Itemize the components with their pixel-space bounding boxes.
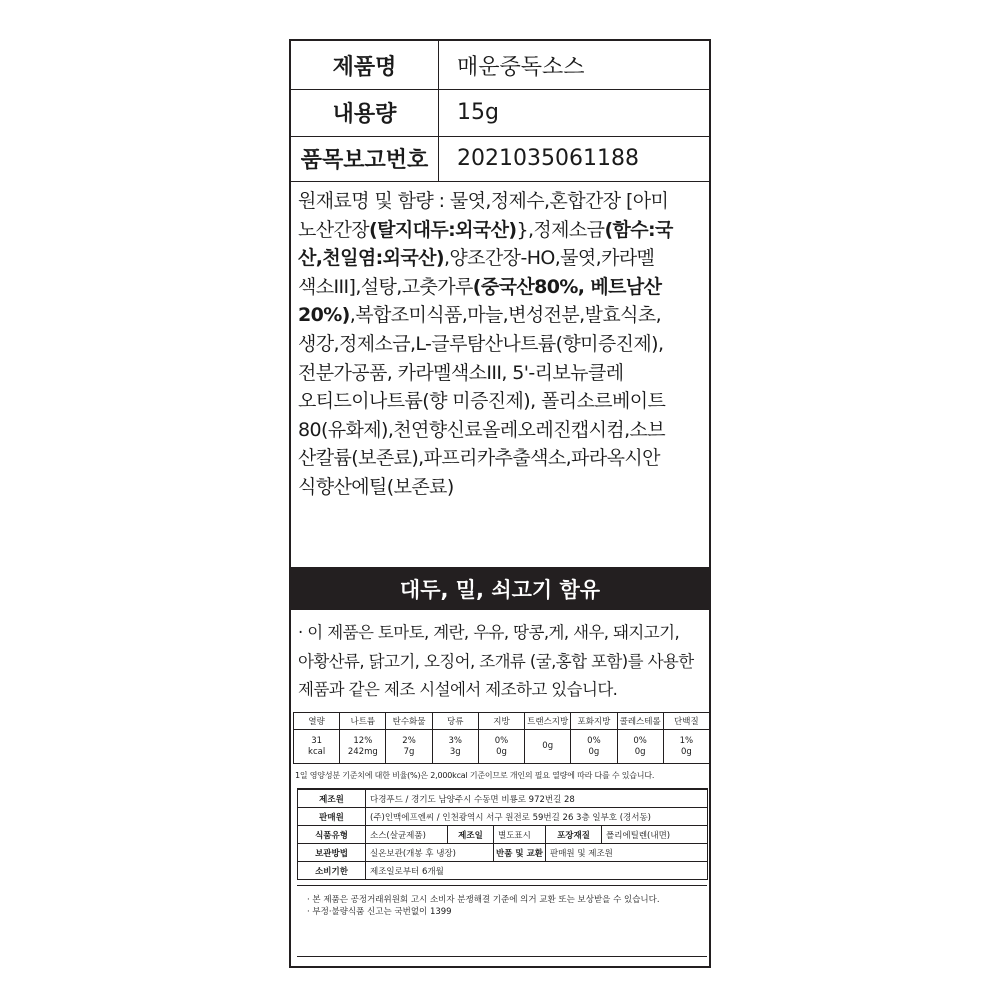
nutrition-cell-carbs: 2% 7g [386,730,432,764]
return-label: 반품 및 교환 [494,844,546,862]
expiry-value: 제조일로부터 6개월 [366,862,708,880]
nutrition-header: 당류 [432,713,478,730]
nutrition-cell-sodium: 12% 242mg [340,730,386,764]
seller-value: (주)인맥에프엔씨 / 인천광역시 서구 원전로 59번길 26 3층 일부호 (경서동) [366,808,708,826]
mfg-date-label: 제조일 [448,826,494,844]
ingredient-line [298,330,703,359]
allergen-text: 대두, 밀, 쇠고기 함유 [399,577,601,602]
ingredient-text: ,복합조미식품,마늘,변성전분,발효식초, [349,304,662,327]
nutrition-header: 나트륨 [340,713,386,730]
expiry-label: 소비기한 [298,862,366,880]
maker-label: 제조원 [298,789,366,808]
ingredient-text: 오티드이나트륨(향 미증진제), 폴리소르베이트 [298,390,666,413]
ingredient-line [298,244,703,273]
report-number-value: 2021035061188 [457,146,639,171]
nutrition-header: 콜레스테롤 [617,713,663,730]
nutrition-cell-saturated-fat: 0% 0g [571,730,617,764]
consumer-notice-line: · 부정·불량식품 신고는 국번없이 1399 [307,907,452,917]
notice-line: 아황산류, 닭고기, 오징어, 조개류 (굴,홍합 포함)를 사용한 [298,651,694,671]
product-name-label: 제품명 [291,41,439,89]
volume-label: 내용량 [291,89,439,136]
ingredient-origin-bold: 20%) [298,304,350,327]
nutrition-header: 지방 [478,713,524,730]
ingredient-origin-bold: 산,천일염:외국산) [298,247,444,270]
nutrition-cell-cholesterol: 0% 0g [617,730,663,764]
return-value: 판매원 및 제조원 [546,844,708,862]
storage-label: 보관방법 [298,844,366,862]
report-number-label: 품목보고번호 [291,136,439,181]
seller-label: 판매원 [298,808,366,826]
cross-contamination-notice [298,619,705,705]
nutrition-header: 트랜스지방 [525,713,571,730]
ingredient-line [298,216,703,245]
ingredients-list [298,187,703,502]
packaging-value: 폴리에틸렌(내면) [602,826,708,844]
ingredient-text: 산칼륨(보존료),파프리카추출색소,파라옥시안 [298,447,660,470]
info-row-report-number [291,136,709,182]
nutrition-note: 1일 영양성분 기준치에 대한 비율(%)은 2,000kcal 기준이므로 개인의 필요 열량에 따라 다를 수 있습니다. [295,771,655,780]
ingredient-origin-bold: (중국산80%, 베트남산 [472,275,662,298]
info-row-product-name [291,41,709,90]
info-row-volume [291,89,709,137]
ingredient-line [298,187,703,216]
ingredient-text: 생강,정제소금,L-글루탐산나트륨(향미증진제), [298,332,664,355]
nutrition-header: 탄수화물 [386,713,432,730]
ingredient-line [298,387,703,416]
product-label [289,39,711,968]
notice-line: · 이 제품은 토마토, 계란, 우유, 땅콩,게, 새우, 돼지고기, [298,623,680,642]
storage-value: 실온보관(개봉 후 냉장) [366,844,494,862]
mfg-date-value: 별도표시 [494,826,546,844]
nutrition-cell-protein: 1% 0g [663,730,709,764]
ingredient-text: },정제소금 [516,218,605,241]
food-type-value: 소스(살균제품) [366,826,448,844]
ingredient-text: 80(유화제),천연향신료올레오레진캡시컴,소브 [298,418,666,441]
ingredient-line [298,444,703,473]
allergen-banner [291,567,709,610]
nutrition-header: 열량 [294,713,340,730]
ingredient-line [298,273,703,302]
maker-value: 다경푸드 / 경기도 남양주시 수동면 비룡로 972번길 28 [366,789,708,808]
ingredient-text: 식향산에틸(보존료) [298,475,454,498]
ingredient-line [298,416,703,445]
manufacturer-table [297,788,708,880]
ingredient-text: 전분가공품, 카라멜색소III, 5'-리보뉴클레 [298,361,624,384]
nutrition-cell-calories: 31 kcal [294,730,340,764]
nutrition-header: 포화지방 [571,713,617,730]
notice-line: 제품과 같은 제조 시설에서 제조하고 있습니다. [298,680,618,700]
product-name-value: 매운중독소스 [457,54,585,80]
ingredient-text: 원재료명 및 함량 : 물엿,정제수,혼합간장 [아미 [298,190,669,212]
food-type-label: 식품유형 [298,826,366,844]
nutrition-cell-sugars: 3% 3g [432,730,478,764]
nutrition-table [293,712,710,764]
volume-value: 15g [457,100,499,125]
nutrition-cell-trans-fat: 0g [525,730,571,764]
ingredient-origin-bold: (탈지대두:외국산) [369,218,517,241]
nutrition-header: 단백질 [663,713,709,730]
ingredient-line [298,359,703,388]
ingredient-text: 노산간장 [298,218,370,241]
packaging-label: 포장재질 [546,826,602,844]
ingredient-text: 색소III],설탕,고춧가루 [298,275,473,298]
ingredient-text: ,양조간장-HO,물엿,카라멜 [443,247,655,270]
consumer-notice [297,885,707,957]
nutrition-cell-fat: 0% 0g [478,730,524,764]
consumer-notice-line: · 본 제품은 공정거래위원회 고시 소비자 분쟁해결 기준에 의거 교환 또는 보상받을 수 있습니다. [307,895,660,905]
ingredient-line [298,301,703,330]
ingredient-origin-bold: (함수:국 [604,218,673,241]
ingredient-line [298,473,703,502]
